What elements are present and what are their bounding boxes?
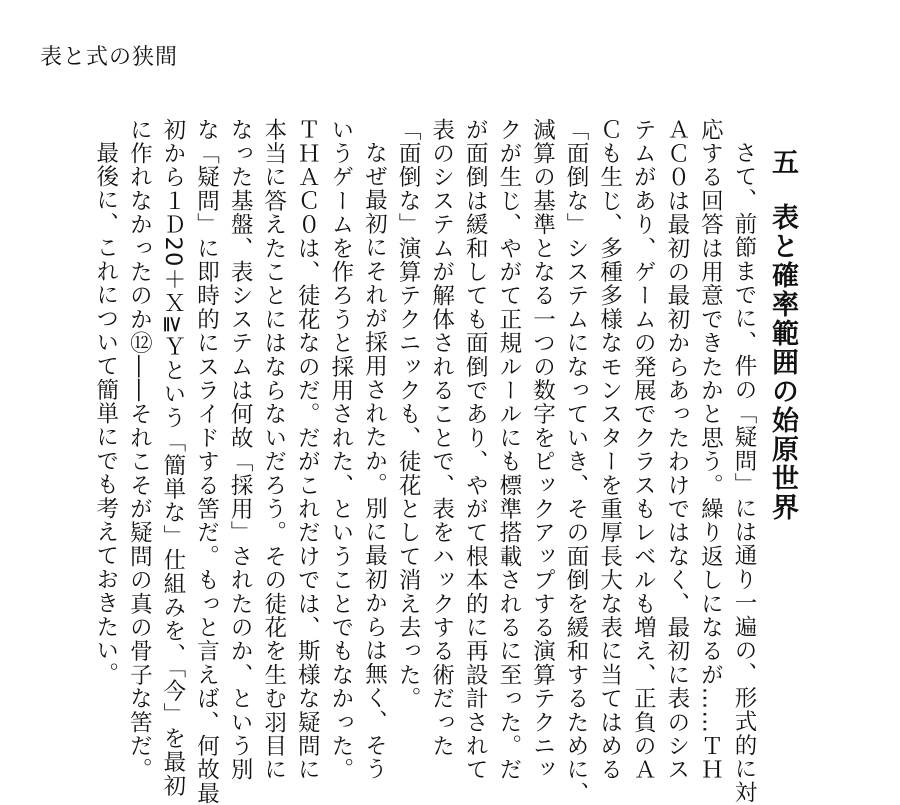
text-column: に作れなかったのか⑫――それこそが疑問の真の骨子な筈だ。 — [126, 118, 153, 782]
text-column: な「疑問」に即時的にスライドする筈だ。もっと言えば、何故最 — [193, 118, 220, 805]
text-column: ＴＨＡＣ０は、徒花なのだ。だがこれだけでは、斯様な疑問に — [294, 118, 321, 782]
text-column: いうゲームを作ろうと採用された、ということでもなかった。 — [327, 118, 354, 782]
text-column: Ｃも生じ、多種多様なモンスターを重厚長大な表に当てはめる — [596, 118, 623, 782]
text-column: が面倒は緩和しても面倒であり、やがて根本的に再設計されて — [462, 118, 489, 782]
text-column: 初から１Ｄ20＋Ｘ≧Ｙという「簡単な」仕組みを、「今」を最初 — [159, 118, 186, 798]
text-column: テムがあり、ゲームの発展でクラスもレベルも増え、正負のＡ — [630, 118, 657, 782]
text-column: なった基盤、表システムは何故「採用」されたのか、という別 — [227, 118, 254, 782]
running-head: 表と式の狭間 — [40, 45, 179, 70]
text-column: 本当に答えたことにはならないだろう。その徒花を生む羽目に — [260, 118, 287, 782]
text-column: クが生じ、やがて正規ルールにも標準搭載されるに至った。だ — [495, 118, 522, 782]
heading-space — [760, 118, 804, 758]
body-text — [88, 118, 804, 805]
text-column: 応する回答は用意できたかと思う。繰り返しになるが……ＴＨ — [697, 118, 724, 782]
text-column: 最後に、これについて簡単にでも考えておきたい。 — [92, 140, 119, 686]
section-title: 表と確率範囲の始原世界 — [767, 203, 798, 522]
section-number: 五 — [767, 148, 798, 177]
text-column: 「面倒な」システムになっていき、その面倒を緩和するために、 — [563, 118, 590, 805]
text-column: 減算の基準となる一つの数字をピックアップする演算テクニッ — [529, 118, 556, 782]
text-column: ＡＣ０は最初の最初からあったわけではなく、最初に表のシス — [663, 118, 690, 782]
text-column: 「面倒な」演算テクニックも、徒花として消え去った。 — [395, 118, 422, 711]
text-column: 表のシステムが解体されることで、表をハックする術だった — [428, 118, 455, 758]
text-column: なぜ最初にそれが採用されたか。別に最初からは無く、そう — [361, 140, 388, 781]
text-column: さて、前節までに、件の「疑問」には通り一遍の、形式的に対 — [731, 140, 757, 805]
